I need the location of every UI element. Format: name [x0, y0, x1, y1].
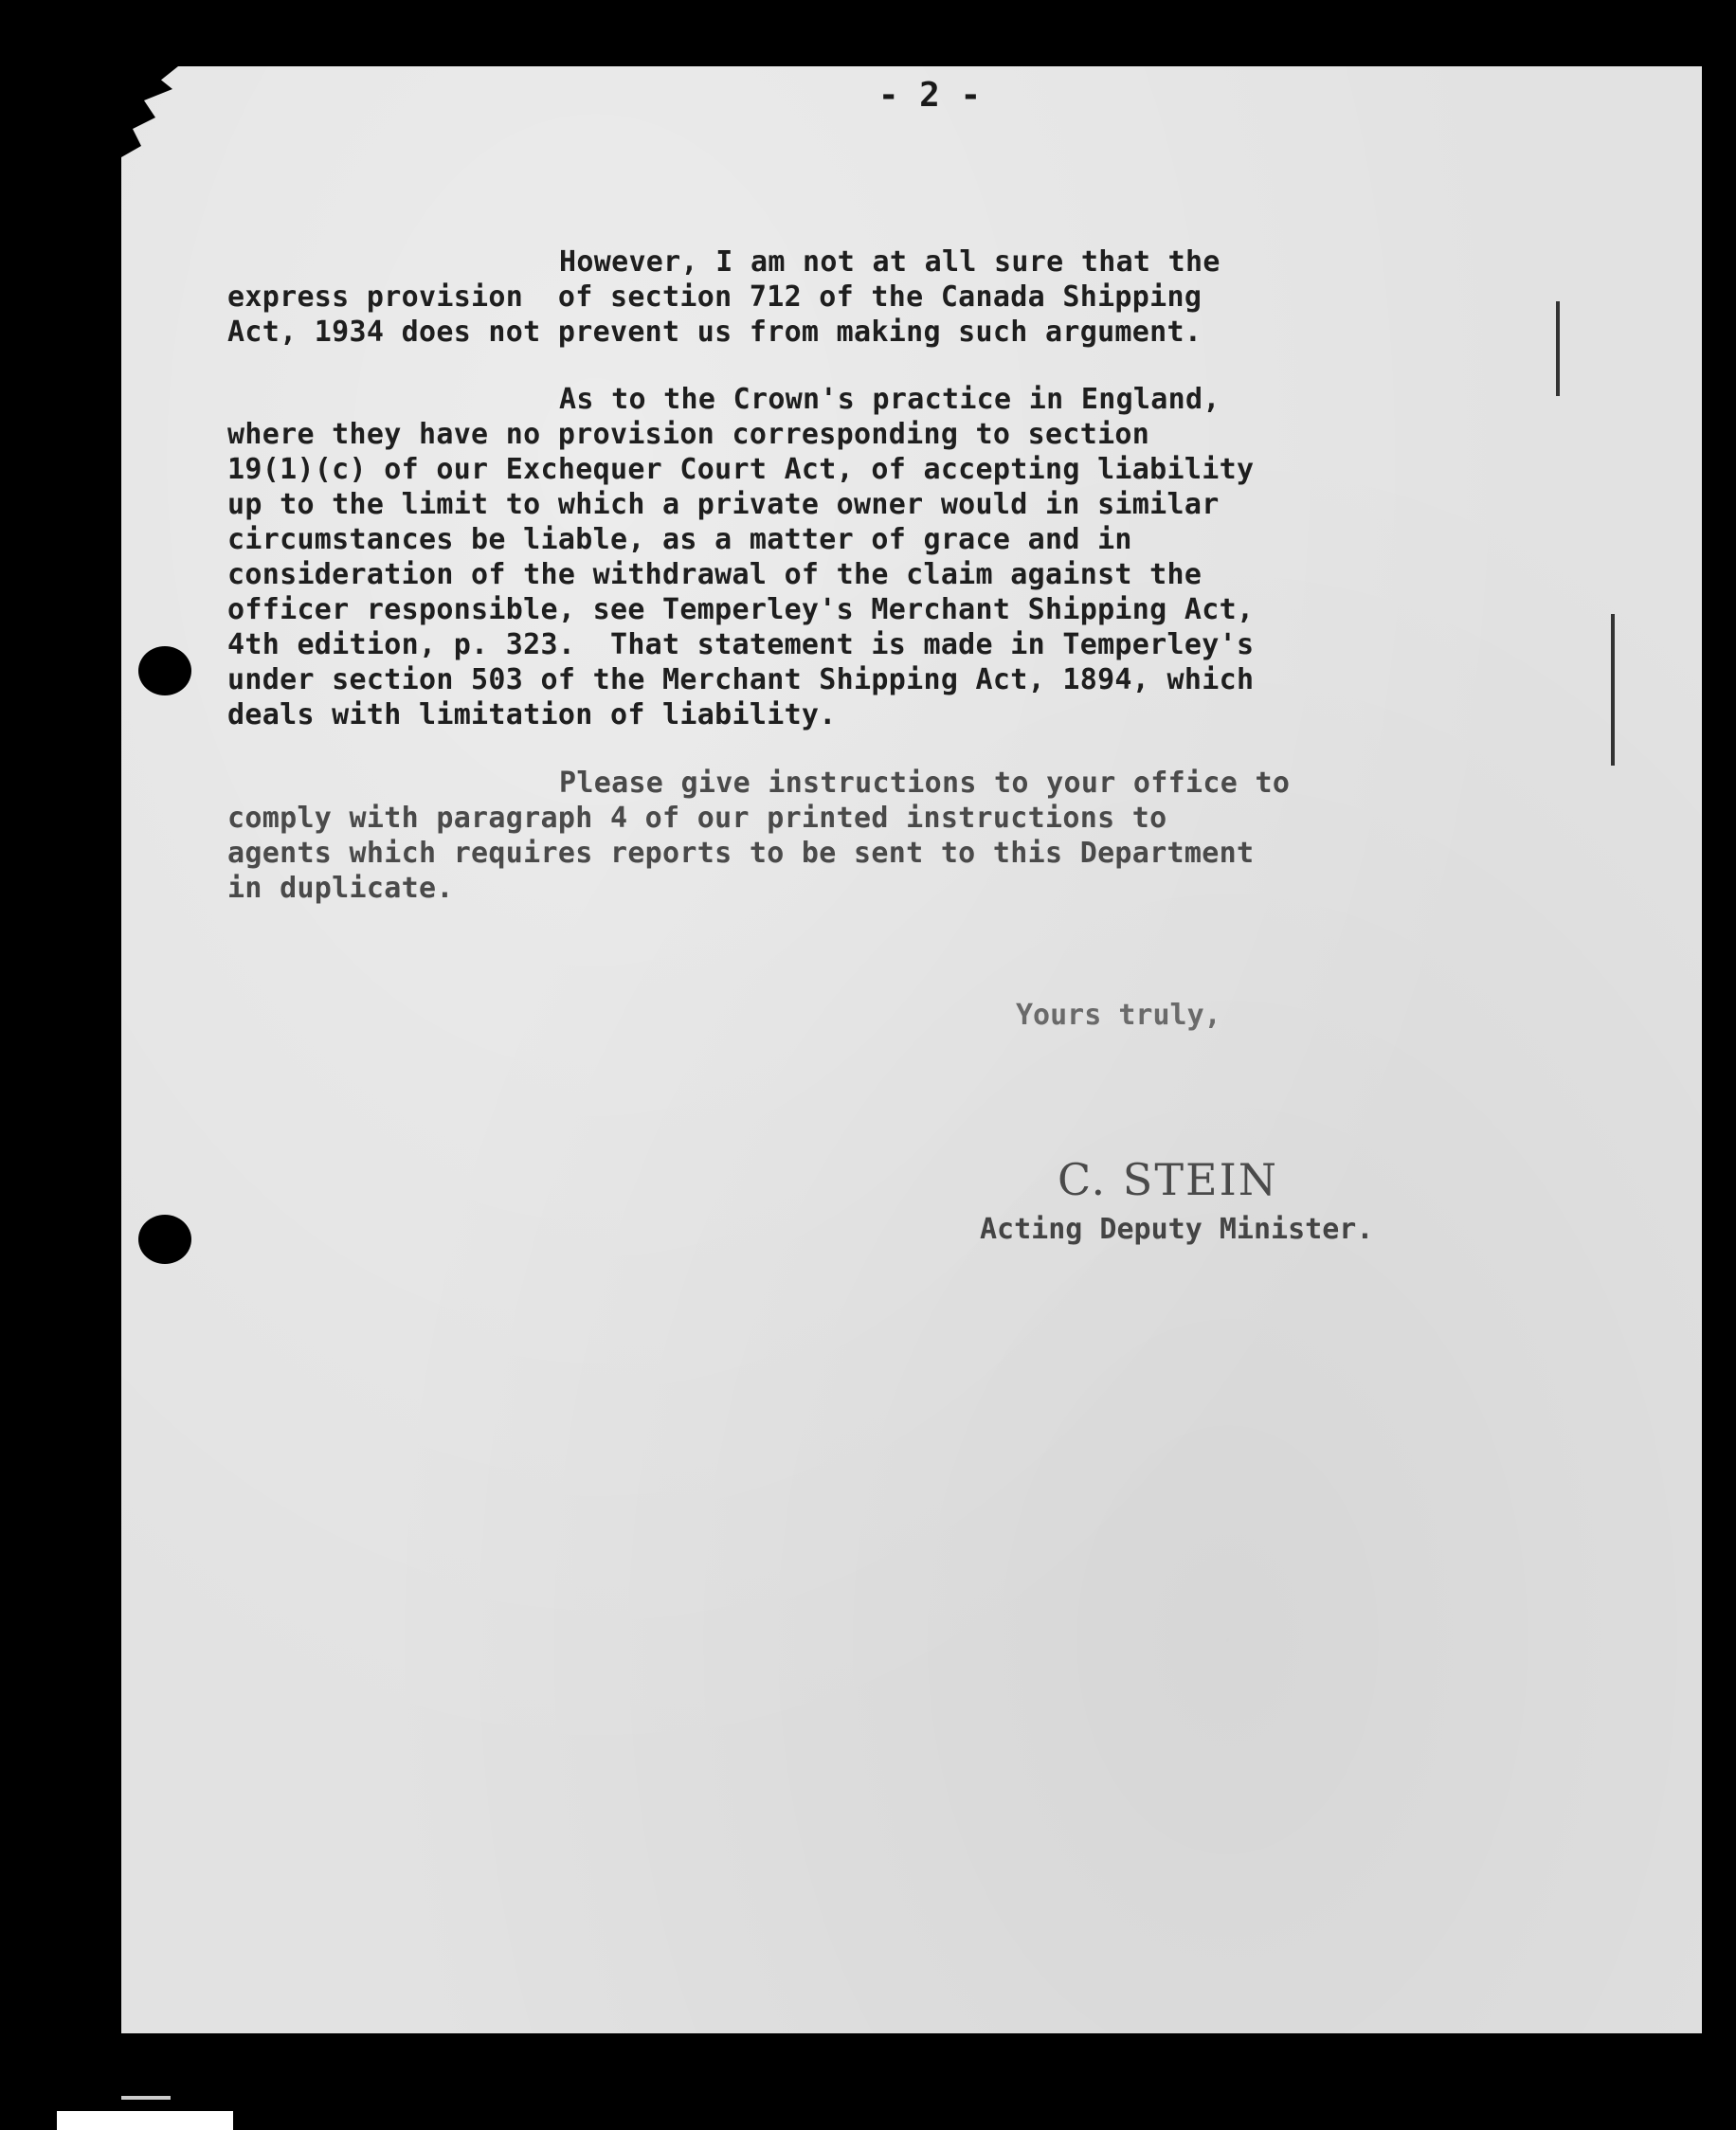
punch-hole	[138, 1215, 191, 1264]
punch-hole	[138, 646, 191, 695]
film-tab	[57, 2111, 233, 2130]
paragraph-line: circumstances be liable, as a matter of grace and in	[227, 523, 1132, 556]
closing: Yours truly,	[1016, 999, 1221, 1032]
paragraph-line: However, I am not at all sure that the	[559, 245, 1221, 279]
margin-mark	[1556, 301, 1560, 396]
paragraph-line: up to the limit to which a private owner would in similar	[227, 488, 1220, 521]
document-page	[121, 66, 1702, 2033]
paragraph-line: comply with paragraph 4 of our printed instructions to	[227, 802, 1167, 835]
page-number: - 2 -	[877, 76, 982, 115]
paragraph-line: express provision of section 712 of the Canada Shipping	[227, 280, 1203, 314]
signature-title: Acting Deputy Minister.	[980, 1213, 1374, 1246]
paragraph-3	[227, 766, 1554, 906]
paragraph-line: As to the Crown's practice in England,	[559, 383, 1221, 416]
paragraph-line: officer responsible, see Temperley's Merchant Shipping Act,	[227, 593, 1255, 626]
paragraph-line: agents which requires reports to be sent to this Department	[227, 837, 1255, 870]
paragraph-2	[227, 382, 1554, 732]
paragraph-line: in duplicate.	[227, 872, 454, 905]
signature-name: C. STEIN	[1058, 1154, 1278, 1205]
paragraph-line: deals with limitation of liability.	[227, 698, 837, 731]
paragraph-line: Act, 1934 does not prevent us from making such argument.	[227, 316, 1203, 349]
paragraph-line: 4th edition, p. 323. That statement is made in Temperley's	[227, 628, 1255, 661]
paragraph-line: where they have no provision corresponding to section	[227, 418, 1150, 451]
paragraph-line: 19(1)(c) of our Exchequer Court Act, of accepting liability	[227, 453, 1255, 486]
paragraph-line: Please give instructions to your office to	[559, 767, 1291, 800]
margin-mark	[1611, 614, 1615, 766]
paragraph-line: under section 503 of the Merchant Shipping Act, 1894, which	[227, 663, 1255, 696]
paragraph-1	[227, 244, 1554, 350]
stray-mark	[121, 2096, 171, 2100]
paragraph-line: consideration of the withdrawal of the claim against the	[227, 558, 1203, 591]
